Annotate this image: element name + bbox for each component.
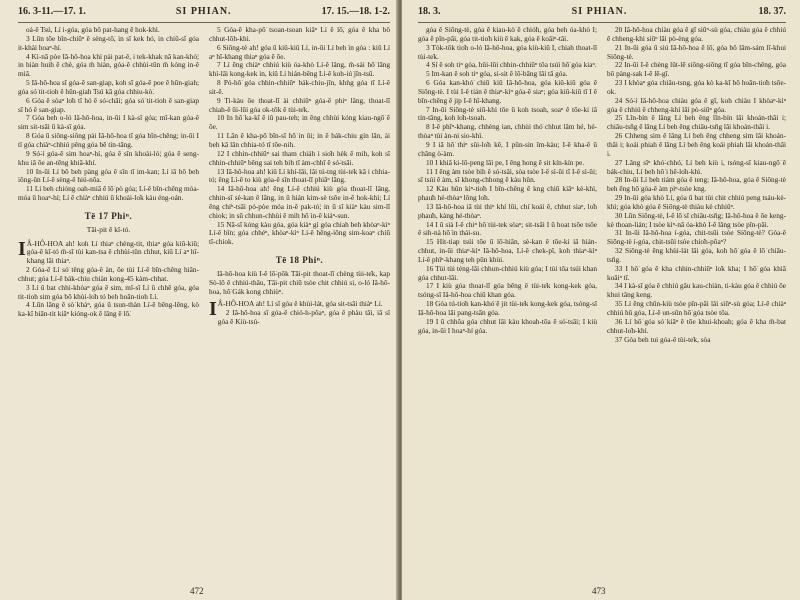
right-page-number: 473: [592, 586, 606, 596]
verse: 29 In-ūi góa khò Lí, góa ū bat tùi chit chhiú peng tsáu-kè-khì; góa khò góa ê Siōng-tè thiàu kè chhiûⁿ.: [607, 193, 786, 211]
verse: 10 In-ūi Lí bô beh pàng góa ê sîn tī im-kan; Lí iā bô beh iông-ûn Lí-ê sèng-ê hiú-nōa.: [18, 166, 199, 185]
verse: 8 I-ê phīⁿ-khang, chhèng ian, chhùi thó͘ chhut lâm hé, hé-thòaⁿ tùi àn-ni sio-khì.: [418, 122, 597, 141]
verse: 13 Iâ-hô-hoa iā tùi thiⁿ khí lūi, chi̍ koái ê, chhut siaⁿ, lo̍h phau̍h, kàng hé-thòaⁿ.: [418, 201, 597, 220]
verse: 7 In-ūi Siōng-tè siū-khì tōe ū koh tsoah, soaⁿ ê tōe-ki iā tín-tāng, koh lo̍h-tsoah.: [418, 104, 597, 123]
verse: 20 Iâ-hô-hoa chiàu góa ê gī siūⁿ-sù góa, chiàu góa ê chhiú ê chheng-khì siūⁿ lâi pò-èng góa.: [607, 26, 786, 43]
chapter-18-first-verse: I Â-HÔ-HOA ah! Lí sī góa ê khùi-lát, góa sit-tsāi thiàⁿ Lí.: [209, 298, 383, 321]
verse: 11 I ēng àm tsòe bih ê só͘-tsāi, sòa tsòe I-ê sì-ûi tī I-ê sì-ûi; sī tsúi ê àm, sī khong-chhong ê kàu hûn.: [418, 166, 597, 185]
verse: 11 Lân ê kha-pō͘ bīn-sī hō͘ in ūi; in ē bák-chiu gín lân, ài beh kā lân chhia-tó tī tōe-nih.: [209, 131, 390, 149]
verse: 8 Pó-hō͘ góa chhin-chhiūⁿ bák-chiu-jîn, khǹg góa tī Lí-ê sit-ē.: [209, 78, 390, 96]
verse: 37 Góa beh tui góa-ê tùi-te̍k, sòa: [615, 334, 711, 344]
left-page-header: [18, 6, 390, 23]
verse: 24 Só͘-í Iâ-hô-hoa chiàu góa ê gī, koh chiàu I khòaⁿ-kìⁿ góa ê chhiú ê chheng-khì lâi pò-siūⁿ góa.: [607, 95, 786, 114]
verse: 33 I hō͘ góa ê kha chhin-chhiūⁿ lo̍k kha; I hō͘ góa khiā koâiⁿ tī.: [607, 263, 786, 282]
left-header-left-ref: 16. 3-11.—17. 1.: [18, 6, 86, 17]
dropcap-letter: I: [18, 237, 26, 260]
verse: 31 In-ūi Iâ-hô-hoa í-góa, chit-tsūi tsòe Siōng-tè? Góa-ê Siōng-tè í-góa, chit-tsūi tsòe chio̍h-pôaⁿ?: [607, 228, 786, 247]
verse: 9 Ti-kàu ōe thoat-lī ài chhiūⁿ góa-ê phiⁿ lâng, thoat-lī chiah-ê ūi-lūi góa ok-tōk ê tùi-te̍k.: [209, 95, 390, 114]
chapter-18-heading: Tē 18 Phiⁿ.: [275, 255, 324, 266]
verse: 4 Sí ê soh tiⁿ góa, hûi-lūi chhin-chhiūⁿ tōa tsúi hō͘ góa kiaⁿ.: [426, 60, 597, 70]
verse: 30 Lūn Siōng-tè, I-ê lō͘ sī chiâu-tsn̂g; Iâ-hô-hoa ê ōe keng-kè thoan-lián; I tsòe kìⁿ-nā óa-khò I-ê lâng tsòe pîn-pāi.: [607, 210, 786, 229]
verse: 16 Tùi tùi téng-lâi chhun-chhiú kiù góa; I tùi tōa tsúi khan góa chhut-lâi.: [418, 263, 597, 282]
right-header-right-ref: 18. 37.: [758, 6, 786, 17]
right-page-header: [418, 6, 786, 23]
left-page-number: 472: [190, 586, 204, 596]
left-col2-end-verses: [209, 309, 390, 327]
verse: 3 Lūn tōe bîn-chiūⁿ ê sèng-tô͘, in sī kek hó, in chiū-sī góa it-khài hoaⁿ-hí.: [18, 33, 199, 52]
verse: 36 Lí hō͘ góa só͘ kiâⁿ ê tōe khui-khoah; góa ê kha m̄-bat chhut-lo̍h-khì.: [607, 316, 786, 335]
verse: 35 Lí ēng chûn-kiù tsòe pîn-pāi lâi siūⁿ-sù góa; Lí-ê chiàⁿ chhiú hû góa, Lí-ê un-sūn hō͘ góa tsòe tōa.: [607, 299, 786, 317]
verse: 9 Só͘-í góa-ê sim hoaⁿ-hí, góa ê sîn khoài-ló͘; góa ê seng-khu iā ōe an-tēng khiā-khí.: [18, 148, 199, 167]
left-page-column-2: [209, 26, 390, 586]
right-header-left-ref: 18. 3.: [418, 6, 441, 17]
dropcap-letter-2: I: [209, 298, 217, 321]
verse: 21 In-ūi góa ū siú Iâ-hô-hoa ê lō͘, góa bô lâm-sám lī-khui Siōng-tè.: [607, 42, 786, 61]
verse: 14 Iâ-hô-hoa ah! ēng Lí-ê chhiú kiù góa thoat-lī lâng, chhin-sī sè-kan ê lâng, in ū hián kim-sè tsōe in-ê hok-khì; Lí ēng chi̍ⁿ-tsāi pó-pòe móa in-ê pak-tó͘; in ū sī kiàⁿ kàu sim-lī chiok; in sū chhun-chhùi ê mih hō͘ in-ê kiáⁿ-sun.: [209, 184, 390, 220]
verse: 10 I khiâ ki-lō-peng lâi pe, I ēng hong ê sit kín-kín pe.: [426, 157, 585, 167]
verse: 23 I khòaⁿ góa chiâu-tsng, góa kò ka-kī bô hoān-tio̍h tsōe-ok.: [607, 78, 786, 96]
verse: 11 Lí beh chióng oah-miā ê lō͘ pò góa; Lí-ê bīn-chêng móa-móa ū hoaⁿ-hí; Lí ê chiàⁿ chhiú ū khoài-lo̍k kàu éng-oán.: [18, 184, 199, 203]
chapter-17-first-verse: I Â-HÔ-HOA ah! koh Lí thiaⁿ chèng-tit, thiaⁿ góa kiû-kiû; góa-ê kî-tó m̄-sī tùi kan-tsa ê chhùi-tûn chhut, kiû Lí aⁿ hī-khang lâi thiaⁿ.: [18, 237, 199, 266]
verse: 2 Iâ-hô-hoa sī góa-ê chió-h-pôaⁿ, góa ê phàu tāi, iā sī góa ê Kiù-tsú-: [217, 308, 390, 327]
verse: 13 Iâ-hô-hoa ah! kiû Lí khí-lâi, lâi tú-tng tùi-te̍k kā i chhia-tó; ēng Lí-ê to kiù góa-ê sîn thoat-lī phiāⁿ lâng.: [209, 166, 390, 185]
right-page: [402, 0, 800, 600]
left-header-title: SI PHIAN.: [175, 6, 232, 17]
verse: 6 Góa ê sòaⁿ lo̍h tī hó ê só͘-chāi; góa só͘ tit-tioh ê san-giap sī hó ê san-giap.: [18, 95, 199, 114]
verse: 5 Iâ-hô-hoa sī góa-ê san-giap, koh sī góa-ê poe ê hūn-giah; góa só͘ tit-tioh ê hūn-giah Tsú kā góa chhiu-kò͘.: [18, 78, 199, 96]
verse: 7 Lí ēng chiàⁿ chhiú kiù óa-khò Lí-ê lâng, m̄-sái hō͘ lâng khí-lâi kong-kek in, kiû Lí hián-bêng Lí-ê koh-iú͘ jîn-tsû.: [209, 60, 390, 79]
verse: oá-ê Tsú, Lí i-góa, góa bô pat-hang ê hok-khì.: [26, 26, 160, 34]
verse: Iâ-hô-hoa kiù I-ê lō͘-pôk Tāi-pit thoat-lī chèng tùi-te̍k, kap Sò-lô ê chhiú-thâu, Tāi-pit chiū tsòe chit chhiú si, o-ló Iâ-hô-hoa, hō͘ Gák kong chhiùⁿ.: [209, 268, 390, 296]
verse: 5 Góa-ê kha-pō͘ tsoan-tsoan kiâⁿ Lí ê lō͘, góa ê kha bô chhut-lōh-khì.: [209, 26, 390, 43]
left-page-column-1: [18, 26, 199, 586]
verse: 3 Tòk-tōk tio̍h o-ló Iâ-hô-hoa, góa kiù-kiû I, chiah thoat-lī tùi-te̍k.: [418, 42, 597, 61]
verse: 18 Góa tú-tio̍h kan-khó͘ ê jit tùi-te̍k kong-kek góa, tsóng-sī Iâ-hô-hoa lâi pang-tsān góa.: [418, 299, 597, 317]
left-col1-verses: [18, 26, 199, 203]
verse: 10 In hō͘ ka-kī ê iû pau-teh; in ēng chhùi kóng kiau-ngō͘ ê ōe.: [209, 113, 390, 132]
verse: 19 I ū chhōa góa chhut lâi kàu khoah-tōa ê só͘-tsāi; I kiù góa, in-ūi I hoaⁿ-hí góa.: [418, 316, 597, 335]
verse: 32 Siōng-tè ēng khùi-lát lâi góa, koh hō͘ góa ê lō͘ chiâu-tsn̂g.: [607, 246, 786, 264]
chapter-17-subtitle: Tāi-pit ê kî-tó.: [86, 224, 131, 234]
verse: 25 Lîn-bín ê lâng Lí beh ēng lîn-bín lâi khoán-thāi i; chiâu-tsn̂g ê lâng Lí beh ēng chiâu-tsn̂g lâi khoán-thāi i.: [607, 113, 786, 132]
verse: 34 I kà-sī góa ê chhiú gâu kau-chiàn, ti-kàu góa ê chhiú ōe khui tâng keng.: [607, 281, 786, 300]
verse: 8 Góa ū siông-siông pài Iâ-hô-hoa tī góa bīn-chêng; in-ūi I tī góa chiàⁿ-chhiú pêng góa bē tín-tāng.: [18, 131, 199, 149]
right-page-column-2: [607, 26, 786, 586]
right-header-title: SI PHIAN.: [571, 6, 628, 17]
verse: 28 In-ūi Lí beh tiám góa ê teng; Iâ-hô-hoa, góa ê Siōng-tè beh ēng hō͘ góa-ê àm pìⁿ-tsòe kng.: [607, 175, 786, 194]
verse: 7 Góa beh o-ló Iâ-hô-hoa, in-ūi I kà-sī góa; mî-kan góa-ê sim sit-tsāi ū kà-sī góa.: [18, 113, 199, 132]
verse: 15 Hit-tiap tsúi tōe ū lō͘-hiān, sè-kan ê tōe-ki iā hián-chhut, in-ūi thiaⁿ-kìⁿ Iâ-hô-hoa, Lí-ê chek-pī, koh thiaⁿ-kìⁿ Lí-ê phīⁿ-khang teh pūn khùi.: [418, 237, 597, 264]
verse: 9 I iā hō͘ thiⁿ sûi-lo̍h kē, I pūn-sin îm-kàu; I-ê kha-ē ū chāng ò͘-àm.: [418, 139, 597, 158]
left-page: [0, 0, 398, 600]
verse: 12 I chhin-chhiūⁿ sai tham chiáh i sio̍h hèk ê mih, koh sī chhin-chhiūⁿ bêng sai teh bih tī àm-chhī ê só͘-tsāi.: [209, 148, 390, 167]
verse: 15 Nā-sī kóng kàu góa, góa kiàⁿ gí góa chiah beh khòaⁿ-kìⁿ Lí-ê bīn; góa chhéⁿ, khòaⁿ-kìⁿ Lí-ê hêng-iōng sim-koaⁿ chiū tī-chiok.: [209, 219, 390, 247]
right-page-column-1: [418, 26, 597, 586]
verse: 12 Kàu hûn kìⁿ-tio̍h I bīn-chêng ê kng chiū kiâⁿ kè-khì, phau̍h hé-thòaⁿ lông lo̍h.: [418, 184, 597, 203]
chapter-18-superscription: [209, 270, 390, 297]
left-header-right-ref: 17. 15.—18. 1-2.: [321, 6, 390, 17]
verse: 5 Im-kan ê soh tiⁿ góa, sí-sit ê lō͘-bāng lâi tā góa.: [426, 69, 568, 79]
verse: 26 Chheng sim ê lâng Lí beh ēng chheng sim lâi khoán-thāi i; koái phiah ê lâng Lí beh ēng koái phiah lâi khoán-thāi i.: [607, 131, 786, 158]
verse: 2 Góa-ê Lí só͘ têng góa-ê àn, ōe tùi Lí-ê bīn-chêng hiān-chhut; góa Lí-ê bák-chiu chiàn kong-45 kàm-chhat.: [18, 265, 199, 283]
verse: 4 Kì-nā pòe Iâ-hô-hoa khì pài pat-ê, i tek-khak nā kan-khó͘; in hiàn huih ê chè, góa m̄ hiàn, góa-ê chhùi-tûn m̄ kóng in-ê miâ.: [18, 51, 199, 79]
verse: 6 Siông-tè ah! góa ū kiû-kiû Lí, in-ūi Lí beh ìn góa : kiû Lí aⁿ hī-khang thiaⁿ góa ê ōe.: [209, 42, 390, 61]
left-col1-tail-verses: [18, 266, 199, 319]
left-col2-verses: [209, 26, 390, 247]
verse: 4 Lūn lâng ê sò͘ khàⁿ, góa ū tsun-thàn Lí-ê bēng-lēng, kò ka-kī biān-tit kiâⁿ kióng-ok ê lâng ê lō͘.: [18, 300, 199, 319]
verse: góa ê Siōng-tè, góa ê kiau-kò͘ ê chió͘h, góa beh óa-khò I; góa ê pîn-pāi, góa tit-tio̍h kiù ê kak, góa ê koâiⁿ-tāi.: [418, 26, 597, 43]
verse: 6 Góa kan-khó͘ chiū kiû Iâ-hô-hoa, góa kiû-kiû góa ê Siōng-tè. I tùi I-ê tián ê thiaⁿ-kìⁿ góa-ê siaⁿ; góa kiû-kiû tī I ê bīn-chêng ê jip I-ê hī-khang.: [418, 78, 597, 105]
verse: 17 I kiù góa thoat-lī góa bêng ê tùi-te̍k kong-kek góa, tsóng-sī Iâ-hô-hoa chiū khan góa.: [418, 281, 597, 300]
verse: 22 In-ūi I-ê chèng lūt-lē siōng-siōng tī góa bīn-chêng, góa bô pàng-sak I-ê lē-gî.: [607, 60, 786, 79]
verse: 3 Lí ū bat chhi-khòaⁿ góa ê sim, mî-sî Lí ū chhē góa, góa tit-tioh sim góa bô khùi-lo̍h tó beh hoān-tioh Lí.: [18, 282, 199, 301]
verse: 14 I ū sià I-ê chiⁿ hō͘ tùi-tek sòaⁿ; sit-tsāi I ū hoat tsōe tsōe ê sih-nà hō͘ in thái-su.: [418, 219, 597, 238]
verse: 27 Lâng sīⁿ khó͘-chhó͘, Lí beh kiù i, tsóng-sī kiau-ngō͘ ê bák-chiu, Lí beh hō͘ i hē-lo̍h-khì.: [607, 157, 786, 176]
chapter-17-heading: Tē 17 Phiⁿ.: [84, 210, 133, 221]
